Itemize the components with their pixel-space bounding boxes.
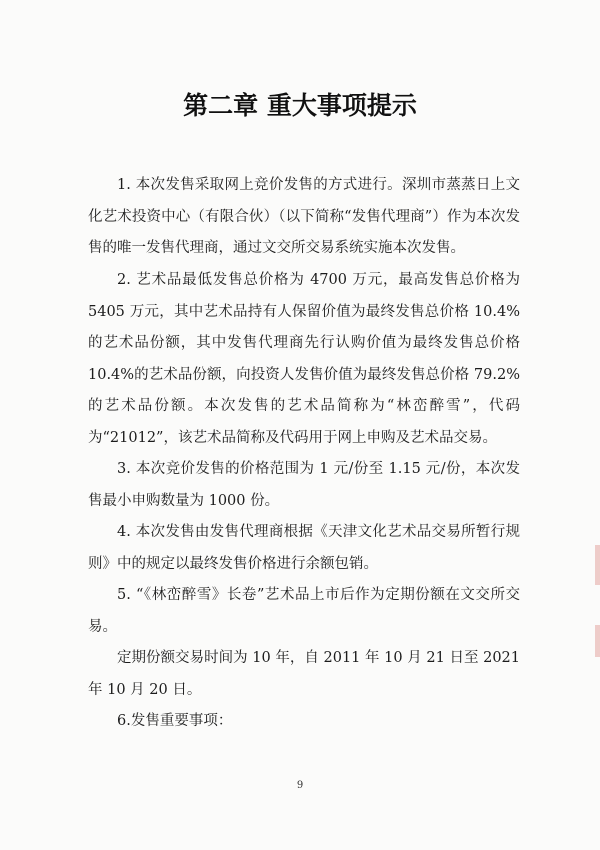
chapter-title: 第二章 重大事项提示 [183, 91, 417, 120]
paragraph-item-1: 1. 本次发售采取网上竞价发售的方式进行。深圳市蒸蒸日上文化艺术投资中心（有限合伙）（以下简称“发售代理商”）作为本次发售的唯一发售代理商，通过文交所交易系统实施本次发售。 [88, 177, 520, 256]
paragraph-item-5: 5. “《林峦醉雪》长卷”艺术品上市后作为定期份额在文交所交易。 [88, 587, 520, 635]
paragraph-item-2: 2. 艺术品最低发售总价格为 4700 万元，最高发售总价格为 5405 万元，其中艺术品持有人保留价值为最终发售总价格 10.4%的艺术品份额，其中发售代理商先行认购价值为最终发售总价格 10.4%的艺术品份额，向投资人发售价值为最终发售总价格 79.2%的艺术品份额。本次发售的艺术品简称为“林峦醉雪”，代码为“21012”，该艺术品简称及代码用于网上申购及艺术品交易。 [88, 272, 520, 446]
paragraph-item-4: 4. 本次发售由发售代理商根据《天津文化艺术品交易所暂行规则》中的规定以最终发售价格进行余额包销。 [88, 524, 520, 572]
page-edge-stamp-mark [595, 625, 600, 657]
paragraph-item-3: 3. 本次竞价发售的价格范围为 1 元/份至 1.15 元/份，本次发售最小申购数量为 1000 份。 [88, 461, 520, 509]
paragraph-item-6-heading: 6.发售重要事项： [117, 713, 233, 729]
page-edge-stamp-mark [595, 545, 600, 585]
page-number: 9 [296, 780, 304, 791]
paragraph-trading-period: 定期份额交易时间为 10 年，自 2011 年 10 月 21 日至 2021 年 10 月 20 日。 [88, 650, 520, 698]
